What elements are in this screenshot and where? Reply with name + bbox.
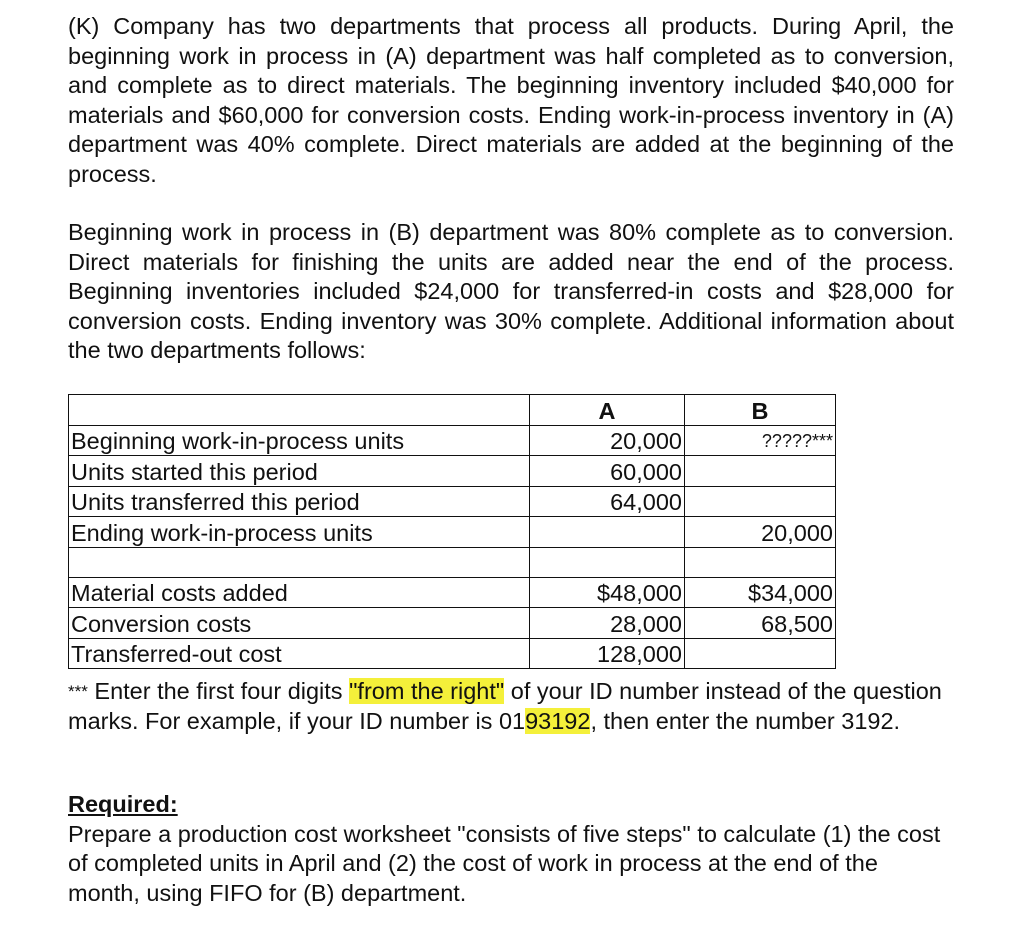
department-data-table: [68, 394, 836, 669]
note-stars: ***: [68, 682, 88, 701]
row-value-b: [685, 638, 836, 669]
row-value-b: ?????***: [685, 425, 836, 456]
intro-paragraph: (K) Company has two departments that process all products. During April, the beginning work in process in (A) department was half completed as to conversion, and complete as to direct materials. The beginning inventory included $40,000 for materials and $60,000 for conversion costs. Ending work-in-process inventory in (A) department was 40% complete. Direct materials are added at the beginning of the process.: [68, 13, 954, 187]
row-label: Beginning work-in-process units: [69, 425, 530, 456]
row-value-a: $48,000: [530, 577, 685, 608]
row-value-a: 64,000: [530, 486, 685, 517]
row-label: Conversion costs: [69, 608, 530, 639]
table-spacer-row: [69, 547, 836, 577]
required-section: [68, 790, 948, 908]
row-value-a: [530, 517, 685, 548]
table-row: [69, 425, 836, 456]
table-row: [69, 486, 836, 517]
highlighted-digits: 93192: [525, 707, 591, 734]
row-label: Units transferred this period: [69, 486, 530, 517]
id-instruction-note: [68, 677, 948, 736]
row-value-a: 128,000: [530, 638, 685, 669]
header-b: B: [685, 395, 836, 426]
row-label: Ending work-in-process units: [69, 517, 530, 548]
header-a: A: [530, 395, 685, 426]
table-row: [69, 638, 836, 669]
dept-b-paragraph: Beginning work in process in (B) department was 80% complete as to conversion. Direct materials for finishing the units are added near the end of the process. Beginning inventories included $24,000 for transferred-in costs and $28,000 for conversion costs. Ending inventory was 30% complete. Additional information about the two departments follows:: [68, 219, 954, 363]
row-value-a: 20,000: [530, 425, 685, 456]
row-value-b: 68,500: [685, 608, 836, 639]
row-value-b: [685, 456, 836, 487]
row-value-b: 20,000: [685, 517, 836, 548]
row-value-b: [685, 486, 836, 517]
required-title: Required:: [68, 791, 178, 817]
row-label: Material costs added: [69, 577, 530, 608]
table-row: [69, 608, 836, 639]
row-label: Units started this period: [69, 456, 530, 487]
row-value-b: $34,000: [685, 577, 836, 608]
highlighted-phrase: "from the right": [349, 678, 505, 704]
table-row: [69, 577, 836, 608]
table-row: [69, 517, 836, 548]
row-value-a: 28,000: [530, 608, 685, 639]
row-value-a: 60,000: [530, 456, 685, 487]
row-label: Transferred-out cost: [69, 638, 530, 669]
required-text: Prepare a production cost worksheet "consists of five steps" to calculate (1) the cost of completed units in April and (2) the cost of work in process at the end of the month, using FIFO for (B) department.: [68, 820, 941, 906]
note-text-3: , then enter the number 3192.: [590, 707, 901, 734]
table-row: [69, 456, 836, 487]
table-header-row: [69, 395, 836, 426]
header-label-cell: [69, 395, 530, 426]
note-text-1: Enter the first four digits: [87, 678, 350, 704]
note-text-2: of your ID number instead of the question marks. For example, if your ID number is 01: [68, 678, 942, 734]
